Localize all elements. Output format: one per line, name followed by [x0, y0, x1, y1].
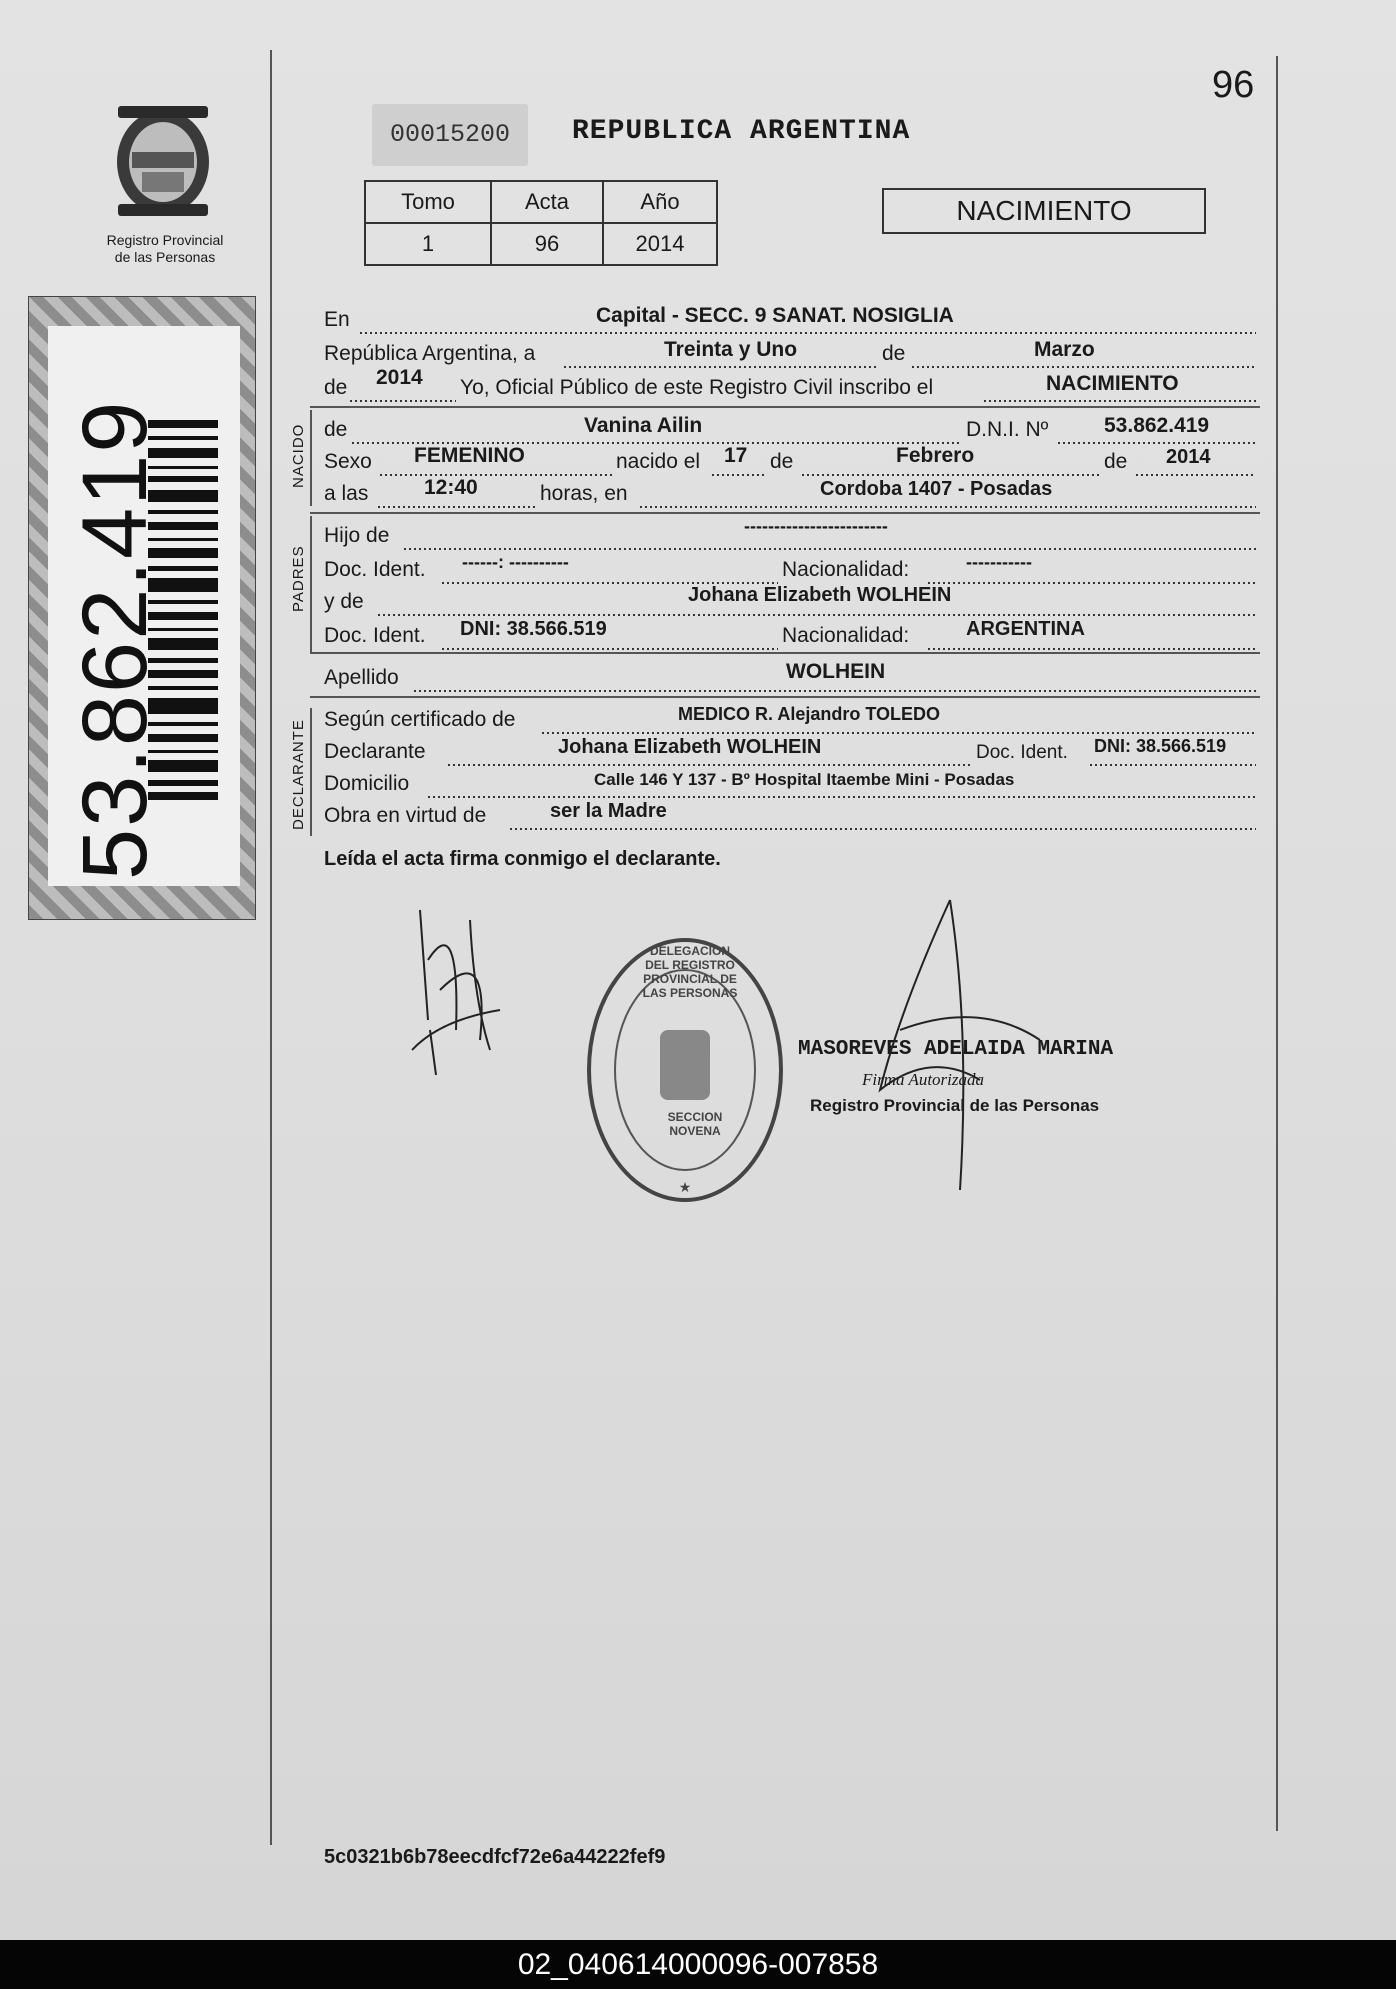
seal-ring-text: DELEGACION DEL REGISTRO PROVINCIAL DE LAS PERSONAS	[642, 944, 738, 1000]
value-tomo: 1	[365, 223, 491, 265]
dotted-line	[442, 648, 778, 650]
year-value: 2014	[376, 366, 423, 389]
nacido-el-label: nacido el	[616, 450, 701, 473]
nacionalidad-label: Nacionalidad:	[782, 558, 910, 581]
birth-day-value: 17	[724, 444, 748, 467]
birth-month-value: Febrero	[896, 444, 975, 467]
section-bracket	[310, 708, 312, 836]
dotted-line	[1090, 764, 1256, 766]
de-label: de	[324, 376, 348, 399]
registry-caption-line-1: Registro Provincial	[106, 232, 224, 248]
dotted-line	[378, 614, 1256, 616]
month-value: Marzo	[1034, 338, 1095, 361]
de-label: de	[1104, 450, 1128, 473]
dotted-line	[1136, 474, 1256, 476]
declarante-section-label: DECLARANTE	[290, 719, 307, 830]
domicilio-label: Domicilio	[324, 772, 410, 795]
header-tomo: Tomo	[365, 181, 491, 223]
serial-number: 00015200	[372, 104, 528, 166]
declarante-label: Declarante	[324, 740, 426, 763]
inscribe-value: NACIMIENTO	[1046, 372, 1179, 395]
dotted-line	[564, 366, 878, 368]
y-de-label: y de	[324, 590, 364, 613]
closing-statement: Leída el acta firma conmigo el declarante.	[324, 848, 721, 870]
officer-stamp-role: Firma Autorizada	[862, 1070, 985, 1089]
officer-stamp-name: MASOREVES ADELAIDA MARINA	[798, 1038, 1114, 1061]
declarant-signature	[400, 900, 520, 1090]
nacido-section-label: NACIDO	[290, 423, 307, 488]
father-value: ------------------------	[744, 516, 888, 536]
birth-year-value: 2014	[1166, 446, 1211, 468]
dotted-line	[542, 732, 1256, 734]
right-margin-line	[1276, 56, 1278, 1831]
obra-label: Obra en virtud de	[324, 804, 487, 827]
dotted-line	[510, 828, 1256, 830]
tomo-acta-table	[364, 180, 718, 266]
birth-place-value: Cordoba 1407 - Posadas	[820, 478, 1053, 500]
dotted-line	[380, 474, 612, 476]
header-anio: Año	[603, 181, 717, 223]
dotted-line	[378, 506, 536, 508]
dotted-line	[928, 582, 1256, 584]
dotted-line	[802, 474, 1100, 476]
dotted-line	[414, 690, 1256, 692]
section-divider	[310, 652, 1260, 654]
sexo-value: FEMENINO	[414, 444, 525, 467]
nacionalidad-label: Nacionalidad:	[782, 624, 910, 647]
table-header-row	[365, 181, 717, 223]
seal-inner-text: SECCION NOVENA	[667, 1110, 723, 1138]
dni-label: D.N.I. Nº	[966, 418, 1049, 441]
child-dni-value: 53.862.419	[1104, 414, 1210, 437]
segun-label: Según certificado de	[324, 708, 516, 731]
value-acta: 96	[491, 223, 603, 265]
en-label: En	[324, 308, 350, 331]
barcode-number: 53.862.419	[64, 399, 166, 880]
registry-caption	[90, 232, 240, 266]
dotted-line	[712, 474, 766, 476]
day-value: Treinta y Uno	[664, 338, 798, 361]
page-number: 96	[1212, 64, 1255, 106]
record-type-box: NACIMIENTO	[882, 188, 1206, 234]
dotted-line	[448, 764, 970, 766]
document-hash: 5c0321b6b78eecdfcf72e6a44222fef9	[324, 1846, 666, 1868]
dotted-line	[928, 648, 1256, 650]
declarante-value: Johana Elizabeth WOLHEIN	[558, 736, 822, 758]
de-label: de	[324, 418, 348, 441]
officer-text: Yo, Oficial Público de este Registro Civil inscribo el	[460, 376, 934, 399]
country-title: REPUBLICA ARGENTINA	[572, 116, 911, 147]
registry-caption-line-2: de las Personas	[114, 249, 216, 265]
obra-value: ser la Madre	[550, 800, 667, 822]
declarante-doc-value: DNI: 38.566.519	[1094, 736, 1227, 756]
dotted-line	[428, 796, 1256, 798]
hijo-de-label: Hijo de	[324, 524, 390, 547]
dotted-line	[404, 548, 1256, 550]
horas-label: horas, en	[540, 482, 628, 505]
de-label: de	[882, 342, 906, 365]
file-id-footer: 02_040614000096-007858	[0, 1940, 1396, 1989]
doc-ident-label: Doc. Ident.	[976, 742, 1068, 763]
section-divider	[310, 696, 1260, 698]
apellido-label: Apellido	[324, 666, 399, 689]
place-value: Capital - SECC. 9 SANAT. NOSIGLIA	[596, 304, 954, 327]
left-margin-line	[270, 50, 272, 1845]
doc-ident-label: Doc. Ident.	[324, 558, 426, 581]
mother-doc-value: DNI: 38.566.519	[460, 618, 607, 640]
sexo-label: Sexo	[324, 450, 372, 473]
republica-label: República Argentina, a	[324, 342, 536, 365]
apellido-value: WOLHEIN	[786, 660, 886, 683]
dotted-line	[912, 366, 1256, 368]
dotted-line	[640, 506, 1256, 508]
section-bracket	[310, 410, 312, 506]
header-acta: Acta	[491, 181, 603, 223]
mother-nationality-value: ARGENTINA	[966, 618, 1085, 640]
value-anio: 2014	[603, 223, 717, 265]
domicilio-value: Calle 146 Y 137 - Bº Hospital Itaembe Mini - Posadas	[594, 770, 1015, 789]
padres-section-label: PADRES	[290, 545, 307, 612]
child-name-value: Vanina Ailin	[584, 414, 703, 437]
officer-stamp-org: Registro Provincial de las Personas	[810, 1096, 1100, 1115]
svg-text:★: ★	[678, 1179, 692, 1195]
de-label: de	[770, 450, 794, 473]
province-crest-logo	[108, 100, 218, 220]
dotted-line	[1058, 442, 1256, 444]
section-bracket	[310, 516, 312, 652]
officer-signature	[840, 890, 1060, 1200]
father-doc-value: ------: ----------	[462, 552, 569, 572]
dotted-line	[350, 400, 456, 402]
birth-time-value: 12:40	[424, 476, 478, 499]
table-value-row	[365, 223, 717, 265]
dotted-line	[360, 332, 1256, 334]
section-divider	[310, 512, 1260, 514]
doc-ident-label: Doc. Ident.	[324, 624, 426, 647]
father-nationality-value: -----------	[966, 552, 1032, 572]
section-divider	[310, 406, 1260, 408]
mother-value: Johana Elizabeth WOLHEIN	[688, 584, 952, 606]
dotted-line	[984, 400, 1256, 402]
a-las-label: a las	[324, 482, 369, 505]
certificate-value: MEDICO R. Alejandro TOLEDO	[678, 704, 941, 724]
